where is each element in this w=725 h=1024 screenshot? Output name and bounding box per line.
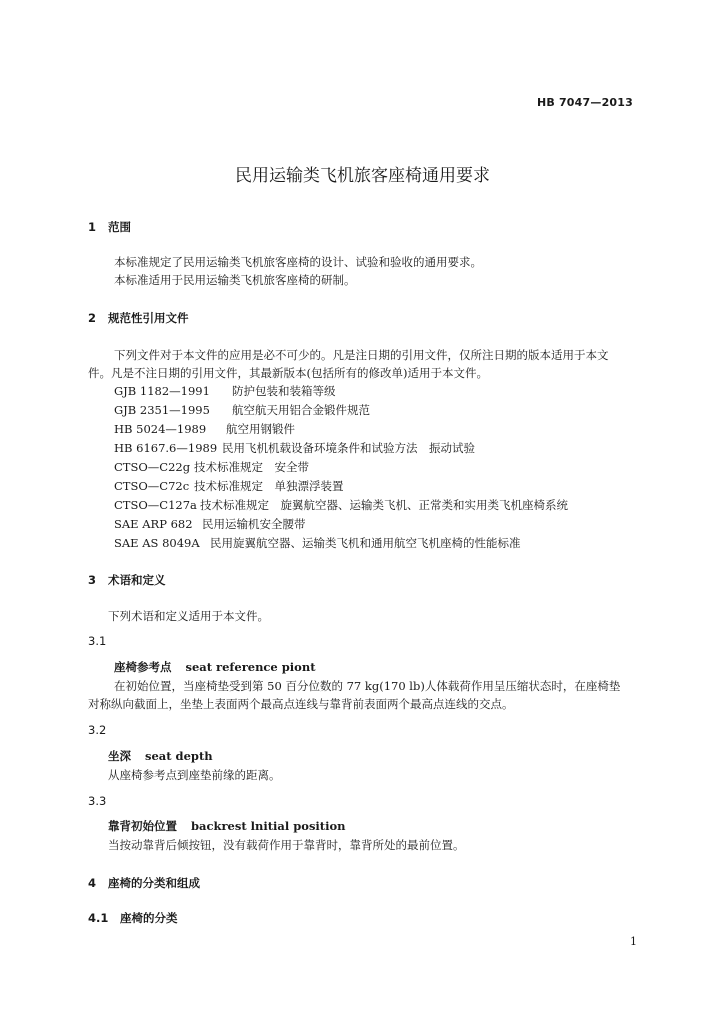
page-number: 1	[630, 935, 637, 948]
reference-name: 航空航天用铝合金锻件规范	[232, 403, 370, 417]
section-3-heading	[88, 572, 166, 588]
reference-name: 技术标准规定 单独漂浮装置	[194, 479, 344, 493]
term-english: seat reference piont	[185, 660, 316, 674]
reference-id: GJB 2351—1995	[114, 403, 210, 417]
reference-id: HB 6167.6—1989	[114, 441, 218, 455]
section-number: 4	[88, 876, 97, 890]
reference-id: CTSO—C72c	[114, 479, 190, 493]
subsection-4-1-heading	[88, 910, 178, 926]
standard-code: HB 7047—2013	[536, 96, 633, 109]
reference-id: CTSO—C22g	[114, 460, 191, 474]
term-english: backrest lnitial position	[191, 819, 346, 833]
reference-name: 民用旋翼航空器、运输类飞机和通用航空飞机座椅的性能标准	[210, 536, 521, 550]
reference-id: HB 5024—1989	[114, 422, 207, 436]
subsection-number: 4.1	[88, 911, 109, 925]
section-4-heading	[88, 875, 200, 891]
section-number: 3	[88, 573, 97, 587]
reference-item	[114, 478, 344, 494]
term-number: 3.2	[88, 723, 107, 737]
document-title: 民用运输类飞机旅客座椅通用要求	[235, 166, 490, 186]
reference-name: 防护包装和装箱等级	[232, 384, 336, 398]
paragraph: 本标准适用于民用运输类飞机旅客座椅的研制。	[114, 273, 356, 287]
section-title: 术语和定义	[108, 573, 166, 587]
reference-item	[114, 459, 309, 475]
term-heading	[114, 659, 316, 675]
term-number: 3.3	[88, 794, 107, 808]
paragraph: 本标准规定了民用运输类飞机旅客座椅的设计、试验和验收的通用要求。	[114, 255, 482, 269]
section-title: 规范性引用文件	[108, 311, 189, 325]
reference-item	[114, 440, 475, 456]
section-title: 座椅的分类和组成	[108, 876, 200, 890]
term-heading	[108, 818, 346, 834]
term-number: 3.1	[88, 634, 107, 648]
reference-id: SAE ARP 682	[114, 517, 193, 531]
reference-id: GJB 1182—1991	[114, 384, 210, 398]
reference-name: 民用运输机安全腰带	[202, 517, 306, 531]
section-1-heading	[88, 219, 131, 235]
term-definition-line: 从座椅参考点到座垫前缘的距离。	[108, 768, 281, 782]
term-definition-line: 在初始位置，当座椅垫受到第 50 百分位数的 77 kg(170 lb)人体载荷作用呈压缩状态时，在座椅垫	[114, 679, 621, 693]
term-heading	[108, 748, 213, 764]
reference-id: CTSO—C127a	[114, 498, 197, 512]
section-number: 2	[88, 311, 97, 325]
reference-name: 技术标准规定 安全带	[194, 460, 309, 474]
reference-name: 民用飞机机载设备环境条件和试验方法 振动试验	[222, 441, 475, 455]
reference-item	[114, 497, 568, 513]
term-chinese: 靠背初始位置	[108, 819, 177, 833]
reference-item	[114, 383, 336, 399]
section-number: 1	[88, 220, 97, 234]
term-chinese: 座椅参考点	[114, 660, 172, 674]
term-definition-line: 对称纵向截面上，坐垫上表面两个最高点连线与靠背前表面两个最高点连线的交点。	[88, 697, 514, 711]
section-title: 范围	[108, 220, 131, 234]
reference-name: 航空用钢锻件	[226, 422, 295, 436]
subsection-title: 座椅的分类	[120, 911, 178, 925]
term-english: seat depth	[145, 749, 213, 763]
paragraph-line: 件。凡是不注日期的引用文件，其最新版本(包括所有的修改单)适用于本文件。	[88, 366, 488, 380]
reference-item	[114, 516, 306, 532]
reference-id: SAE AS 8049A	[114, 536, 200, 550]
reference-item	[114, 535, 521, 551]
term-definition-line: 当按动靠背后倾按钮，没有载荷作用于靠背时，靠背所处的最前位置。	[108, 838, 465, 852]
reference-name: 技术标准规定 旋翼航空器、运输类飞机、正常类和实用类飞机座椅系统	[200, 498, 568, 512]
section-2-heading	[88, 310, 189, 326]
reference-item	[114, 402, 370, 418]
reference-item	[114, 421, 295, 437]
paragraph-line: 下列文件对于本文件的应用是必不可少的。凡是注日期的引用文件，仅所注日期的版本适用于本文	[114, 348, 609, 362]
paragraph: 下列术语和定义适用于本文件。	[108, 609, 269, 623]
term-chinese: 坐深	[108, 749, 131, 763]
